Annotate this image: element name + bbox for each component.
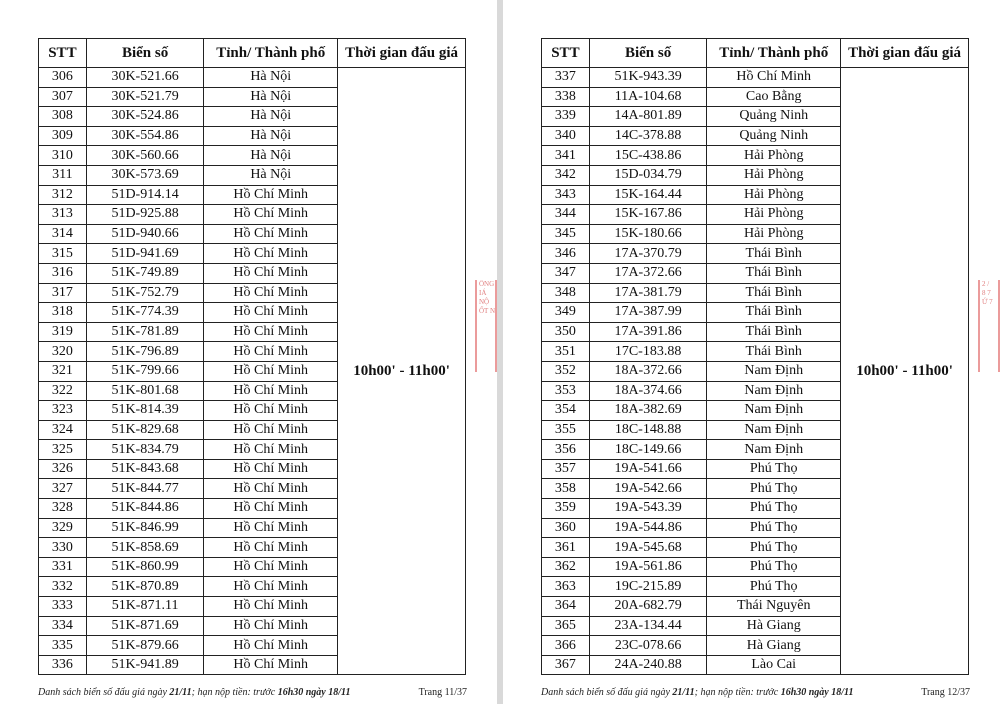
row-province: Cao Bằng	[707, 87, 841, 107]
row-plate: 51K-781.89	[86, 322, 204, 342]
row-province: Hồ Chí Minh	[204, 459, 338, 479]
row-plate: 17A-387.99	[589, 303, 707, 323]
footer-date: 21/11	[672, 687, 695, 698]
row-stt: 346	[542, 244, 590, 264]
row-stt: 349	[542, 303, 590, 323]
row-plate: 51D-940.66	[86, 224, 204, 244]
row-plate: 24A-240.88	[589, 655, 707, 675]
header-time: Thời gian đấu giá	[338, 39, 466, 68]
row-province: Hải Phòng	[707, 165, 841, 185]
row-stt: 350	[542, 322, 590, 342]
row-plate: 30K-521.66	[86, 68, 204, 88]
row-province: Hồ Chí Minh	[204, 303, 338, 323]
footer-date: 21/11	[169, 687, 192, 698]
row-stt: 321	[39, 361, 87, 381]
row-plate: 51K-879.66	[86, 636, 204, 656]
row-stt: 322	[39, 381, 87, 401]
header-stt: STT	[542, 39, 590, 68]
row-stt: 328	[39, 499, 87, 519]
row-plate: 19C-215.89	[589, 577, 707, 597]
row-province: Hồ Chí Minh	[204, 361, 338, 381]
row-plate: 51D-941.69	[86, 244, 204, 264]
table-row	[39, 68, 466, 88]
row-stt: 334	[39, 616, 87, 636]
row-stt: 359	[542, 499, 590, 519]
row-province: Thái Bình	[707, 342, 841, 362]
row-province: Quảng Ninh	[707, 126, 841, 146]
row-stt: 351	[542, 342, 590, 362]
row-plate: 19A-545.68	[589, 538, 707, 558]
row-plate: 30K-573.69	[86, 165, 204, 185]
row-stt: 367	[542, 655, 590, 675]
table-row	[542, 68, 969, 88]
row-plate: 51K-860.99	[86, 557, 204, 577]
row-plate: 15K-167.86	[589, 205, 707, 225]
row-plate: 51D-925.88	[86, 205, 204, 225]
row-plate: 51K-844.86	[86, 499, 204, 519]
row-stt: 361	[542, 538, 590, 558]
row-province: Lào Cai	[707, 655, 841, 675]
row-province: Thái Bình	[707, 263, 841, 283]
row-province: Hồ Chí Minh	[204, 499, 338, 519]
row-province: Hải Phòng	[707, 205, 841, 225]
row-stt: 314	[39, 224, 87, 244]
row-stt: 357	[542, 459, 590, 479]
row-plate: 51K-844.77	[86, 479, 204, 499]
table-header-row	[39, 39, 466, 68]
row-province: Hà Nội	[204, 165, 338, 185]
row-province: Hải Phòng	[707, 185, 841, 205]
row-province: Phú Thọ	[707, 577, 841, 597]
footer-label: Danh sách biển số đấu giá ngày	[38, 687, 167, 698]
row-province: Thái Bình	[707, 303, 841, 323]
row-plate: 18A-382.69	[589, 401, 707, 421]
row-plate: 51K-801.68	[86, 381, 204, 401]
row-province: Thái Bình	[707, 244, 841, 264]
row-province: Hồ Chí Minh	[204, 616, 338, 636]
row-plate: 23A-134.44	[589, 616, 707, 636]
row-province: Phú Thọ	[707, 518, 841, 538]
row-stt: 307	[39, 87, 87, 107]
row-province: Hải Phòng	[707, 146, 841, 166]
row-stt: 323	[39, 401, 87, 421]
row-province: Hồ Chí Minh	[204, 636, 338, 656]
row-province: Hồ Chí Minh	[204, 185, 338, 205]
page-number: Trang 11/37	[418, 687, 467, 698]
header-plate: Biển số	[589, 39, 707, 68]
row-stt: 338	[542, 87, 590, 107]
row-province: Nam Định	[707, 440, 841, 460]
row-province: Hồ Chí Minh	[204, 518, 338, 538]
row-province: Hồ Chí Minh	[707, 68, 841, 88]
table-body	[39, 68, 466, 675]
header-province: Tỉnh/ Thành phố	[707, 39, 841, 68]
row-stt: 312	[39, 185, 87, 205]
row-plate: 18C-149.66	[589, 440, 707, 460]
row-stt: 347	[542, 263, 590, 283]
row-province: Nam Định	[707, 401, 841, 421]
row-stt: 330	[39, 538, 87, 558]
row-province: Hồ Chí Minh	[204, 420, 338, 440]
row-stt: 326	[39, 459, 87, 479]
row-stt: 362	[542, 557, 590, 577]
row-stt: 337	[542, 68, 590, 88]
row-stt: 308	[39, 107, 87, 127]
row-stt: 313	[39, 205, 87, 225]
time-slot: 10h00' - 11h00'	[338, 68, 466, 675]
row-plate: 51K-814.39	[86, 401, 204, 421]
row-province: Thái Nguyên	[707, 597, 841, 617]
row-stt: 327	[39, 479, 87, 499]
auction-table	[541, 38, 969, 675]
row-plate: 19A-561.86	[589, 557, 707, 577]
row-province: Hà Giang	[707, 636, 841, 656]
row-province: Hà Nội	[204, 146, 338, 166]
row-province: Quảng Ninh	[707, 107, 841, 127]
row-plate: 30K-560.66	[86, 146, 204, 166]
row-province: Phú Thọ	[707, 557, 841, 577]
row-stt: 306	[39, 68, 87, 88]
row-plate: 19A-541.66	[589, 459, 707, 479]
row-stt: 335	[39, 636, 87, 656]
row-stt: 315	[39, 244, 87, 264]
row-plate: 51K-796.89	[86, 342, 204, 362]
row-province: Nam Định	[707, 381, 841, 401]
row-plate: 18A-374.66	[589, 381, 707, 401]
row-plate: 51K-799.66	[86, 361, 204, 381]
row-stt: 358	[542, 479, 590, 499]
row-province: Hồ Chí Minh	[204, 440, 338, 460]
document-page-left	[0, 0, 497, 704]
row-stt: 345	[542, 224, 590, 244]
row-stt: 324	[39, 420, 87, 440]
row-plate: 51K-870.89	[86, 577, 204, 597]
row-province: Hồ Chí Minh	[204, 263, 338, 283]
row-stt: 319	[39, 322, 87, 342]
row-plate: 51K-843.68	[86, 459, 204, 479]
row-plate: 17A-391.86	[589, 322, 707, 342]
footer-label: Danh sách biển số đấu giá ngày	[541, 687, 670, 698]
row-plate: 20A-682.79	[589, 597, 707, 617]
row-stt: 325	[39, 440, 87, 460]
row-plate: 19A-543.39	[589, 499, 707, 519]
row-stt: 332	[39, 577, 87, 597]
page-number: Trang 12/37	[921, 687, 970, 698]
row-province: Hà Nội	[204, 87, 338, 107]
row-plate: 51K-846.99	[86, 518, 204, 538]
row-plate: 51K-834.79	[86, 440, 204, 460]
row-stt: 311	[39, 165, 87, 185]
row-province: Phú Thọ	[707, 459, 841, 479]
stamp-mark: ỐNG IÁ NỘ ỐT N	[475, 280, 497, 372]
row-province: Hồ Chí Minh	[204, 655, 338, 675]
row-stt: 355	[542, 420, 590, 440]
row-stt: 364	[542, 597, 590, 617]
row-plate: 51K-941.89	[86, 655, 204, 675]
row-stt: 317	[39, 283, 87, 303]
row-province: Hồ Chí Minh	[204, 205, 338, 225]
row-plate: 15K-180.66	[589, 224, 707, 244]
row-plate: 51K-829.68	[86, 420, 204, 440]
row-plate: 23C-078.66	[589, 636, 707, 656]
row-province: Hồ Chí Minh	[204, 538, 338, 558]
row-plate: 51K-871.69	[86, 616, 204, 636]
row-plate: 14C-378.88	[589, 126, 707, 146]
row-stt: 329	[39, 518, 87, 538]
row-stt: 366	[542, 636, 590, 656]
row-province: Nam Định	[707, 361, 841, 381]
row-plate: 30K-554.86	[86, 126, 204, 146]
header-province: Tỉnh/ Thành phố	[204, 39, 338, 68]
row-stt: 342	[542, 165, 590, 185]
row-province: Hồ Chí Minh	[204, 557, 338, 577]
time-slot: 10h00' - 11h00'	[841, 68, 969, 675]
row-province: Phú Thọ	[707, 538, 841, 558]
row-stt: 352	[542, 361, 590, 381]
footer-note	[541, 687, 853, 698]
row-plate: 17A-381.79	[589, 283, 707, 303]
header-plate: Biển số	[86, 39, 204, 68]
row-stt: 344	[542, 205, 590, 225]
row-stt: 348	[542, 283, 590, 303]
row-stt: 340	[542, 126, 590, 146]
row-province: Nam Định	[707, 420, 841, 440]
row-plate: 19A-542.66	[589, 479, 707, 499]
row-plate: 11A-104.68	[589, 87, 707, 107]
row-plate: 18C-148.88	[589, 420, 707, 440]
row-stt: 356	[542, 440, 590, 460]
row-province: Hồ Chí Minh	[204, 479, 338, 499]
footer-mid: ; hạn nộp tiền: trước	[694, 687, 779, 698]
row-plate: 51K-752.79	[86, 283, 204, 303]
row-stt: 310	[39, 146, 87, 166]
row-province: Hải Phòng	[707, 224, 841, 244]
row-plate: 17C-183.88	[589, 342, 707, 362]
row-plate: 30K-524.86	[86, 107, 204, 127]
row-stt: 316	[39, 263, 87, 283]
row-stt: 336	[39, 655, 87, 675]
header-stt: STT	[39, 39, 87, 68]
row-plate: 51K-858.69	[86, 538, 204, 558]
row-province: Hồ Chí Minh	[204, 401, 338, 421]
row-province: Hồ Chí Minh	[204, 381, 338, 401]
row-plate: 15C-438.86	[589, 146, 707, 166]
row-stt: 363	[542, 577, 590, 597]
row-plate: 15K-164.44	[589, 185, 707, 205]
row-province: Hồ Chí Minh	[204, 224, 338, 244]
row-plate: 51K-943.39	[589, 68, 707, 88]
auction-table	[38, 38, 466, 675]
row-province: Hồ Chí Minh	[204, 577, 338, 597]
row-stt: 354	[542, 401, 590, 421]
row-province: Hà Nội	[204, 68, 338, 88]
row-stt: 360	[542, 518, 590, 538]
footer-deadline: 16h30 ngày 18/11	[780, 687, 854, 698]
row-stt: 309	[39, 126, 87, 146]
row-plate: 17A-372.66	[589, 263, 707, 283]
row-province: Hà Nội	[204, 126, 338, 146]
row-province: Thái Bình	[707, 322, 841, 342]
row-stt: 339	[542, 107, 590, 127]
footer-mid: ; hạn nộp tiền: trước	[191, 687, 276, 698]
row-plate: 17A-370.79	[589, 244, 707, 264]
row-plate: 30K-521.79	[86, 87, 204, 107]
row-stt: 353	[542, 381, 590, 401]
row-plate: 51K-774.39	[86, 303, 204, 323]
row-stt: 333	[39, 597, 87, 617]
row-province: Thái Bình	[707, 283, 841, 303]
row-province: Hồ Chí Minh	[204, 244, 338, 264]
row-plate: 15D-034.79	[589, 165, 707, 185]
row-province: Hồ Chí Minh	[204, 342, 338, 362]
table-body	[542, 68, 969, 675]
row-province: Hồ Chí Minh	[204, 597, 338, 617]
footer-deadline: 16h30 ngày 18/11	[277, 687, 351, 698]
row-province: Phú Thọ	[707, 499, 841, 519]
row-stt: 320	[39, 342, 87, 362]
row-province: Hà Giang	[707, 616, 841, 636]
row-plate: 51D-914.14	[86, 185, 204, 205]
row-plate: 14A-801.89	[589, 107, 707, 127]
row-plate: 51K-871.11	[86, 597, 204, 617]
row-plate: 18A-372.66	[589, 361, 707, 381]
stamp-mark: 2 / 8 7 Ứ 7	[978, 280, 1000, 372]
row-province: Phú Thọ	[707, 479, 841, 499]
row-stt: 343	[542, 185, 590, 205]
table-header-row	[542, 39, 969, 68]
row-plate: 51K-749.89	[86, 263, 204, 283]
row-stt: 341	[542, 146, 590, 166]
row-stt: 331	[39, 557, 87, 577]
row-province: Hồ Chí Minh	[204, 283, 338, 303]
row-stt: 365	[542, 616, 590, 636]
row-plate: 19A-544.86	[589, 518, 707, 538]
header-time: Thời gian đấu giá	[841, 39, 969, 68]
row-province: Hồ Chí Minh	[204, 322, 338, 342]
document-page-right	[503, 0, 1000, 704]
footer-note	[38, 687, 350, 698]
row-province: Hà Nội	[204, 107, 338, 127]
row-stt: 318	[39, 303, 87, 323]
